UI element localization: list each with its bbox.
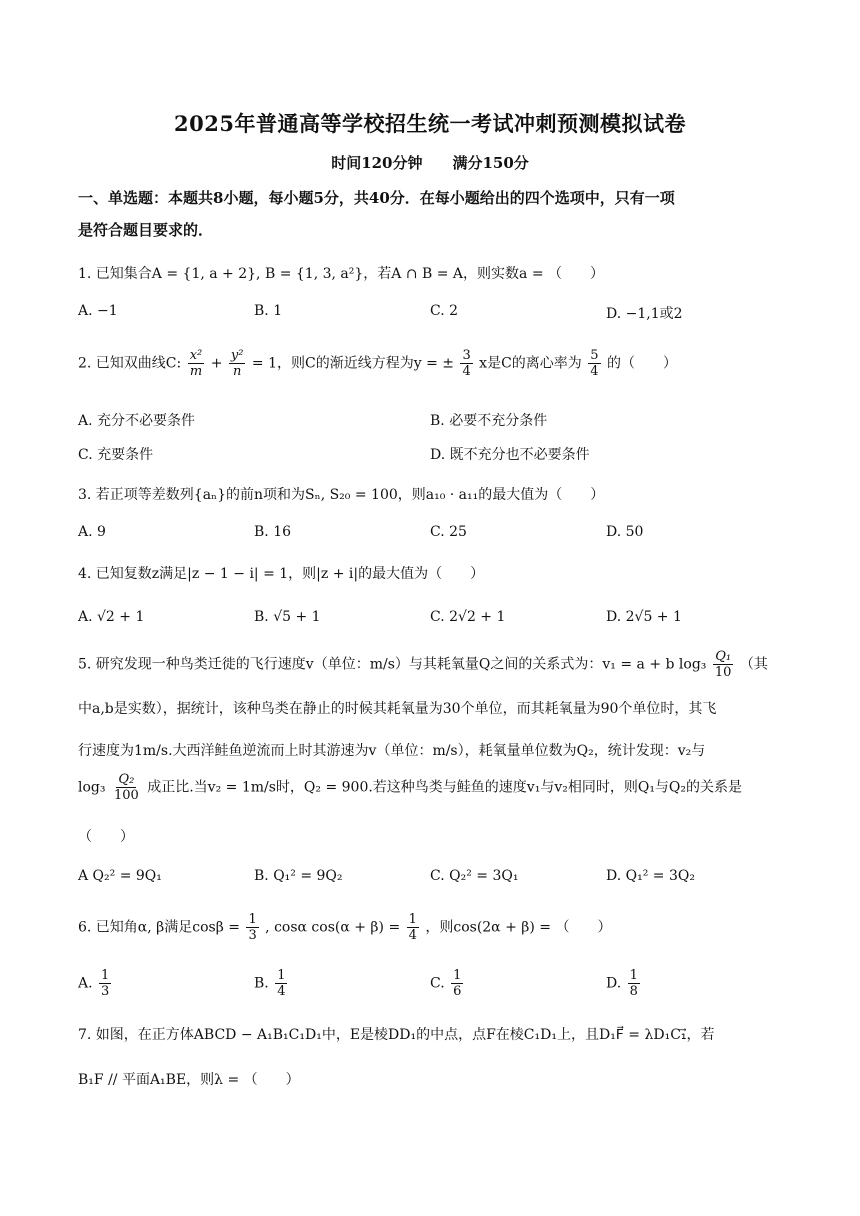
question-1-option-b: B. 1 [254, 303, 283, 319]
question-4-option-a: A. √2 + 1 [78, 609, 145, 625]
question-2-frac-1: $\frac{\text{x²}}{m}$ [189, 348, 203, 379]
question-1-option-a: A. −1 [78, 303, 118, 319]
question-5-frac-1: $\frac{\text{Q₁}}{10}$ [714, 649, 732, 680]
question-3-option-a: A. 9 [78, 524, 106, 540]
question-5-line4 [78, 772, 790, 803]
question-2-stem [78, 348, 790, 379]
section-heading-line1: 一、单选题：本题共8小题，每小题5分，共40分．在每小题给出的四个选项中，只有一项 [78, 189, 675, 207]
question-2-text-a: 2. 已知双曲线C: [78, 355, 182, 372]
exam-subtitle: 时间120分钟 满分150分 [331, 154, 529, 172]
question-3-option-c: C. 25 [430, 524, 467, 540]
question-6-frac-2: $\frac{1}{4}$ [408, 912, 417, 943]
question-5-option-b: B. Q₁² = 9Q₂ [254, 868, 343, 884]
question-6-option-b: B. $\frac{1}{4}$ [254, 968, 286, 999]
question-1-option-c: C. 2 [430, 303, 459, 319]
question-6-option-b-frac: $\frac{1}{4}$ [277, 968, 286, 999]
question-6-option-a: A. $\frac{1}{3}$ [78, 968, 110, 999]
question-2-frac-3: $\frac{3}{4}$ [462, 348, 471, 379]
question-1-stem: 1. 已知集合A = {1, a + 2}, B = {1, 3, a²}，若A ∩ B = A，则实数a = （ ） [78, 266, 605, 282]
question-2-options-row1 [78, 410, 790, 436]
question-5-line2: 中a,b是实数），据统计，该种鸟类在静止的时候其耗氧量为30个单位，而其耗氧量为90个单位时，其飞 [78, 701, 717, 717]
question-3-stem: 3. 若正项等差数列{aₙ}的前n项和为Sₙ, S₂₀ = 100，则a₁₀ · a₁₁的最大值为（ ） [78, 487, 605, 503]
question-7-line1: 7. 如图，在正方体ABCD − A₁B₁C₁D₁中，E是棱DD₁的中点，点F在棱C₁D₁上，且D₁F⃗ = λD₁C₁⃗，若 [78, 1027, 715, 1043]
question-6-option-d: D. $\frac{1}{8}$ [606, 968, 638, 999]
question-5-line5: （ ） [78, 829, 134, 845]
question-4-option-c: C. 2√2 + 1 [430, 609, 506, 625]
question-5-text-b: （其 [739, 656, 768, 673]
question-4-options [78, 609, 790, 635]
question-2-option-a: A. 充分不必要条件 [78, 413, 196, 429]
question-2-frac-4: $\frac{5}{4}$ [590, 348, 599, 379]
question-3-options [78, 524, 790, 550]
exam-title: 2025年普通高等学校招生统一考试冲刺预测模拟试卷 [174, 111, 686, 136]
question-5-text-c: log₃ [78, 779, 106, 796]
question-6-text-b: , cosα cos(α + β) = [265, 919, 401, 936]
question-2-option-d: D. 既不充分也不必要条件 [430, 447, 590, 463]
question-6-frac-1: $\frac{1}{3}$ [248, 912, 257, 943]
question-4-stem: 4. 已知复数z满足|z − 1 − i| = 1，则|z + i|的最大值为（ ） [78, 566, 485, 582]
question-2-text-d: 的（ ） [606, 355, 677, 372]
question-2-options-row2 [78, 444, 790, 470]
question-2-option-c: C. 充要条件 [78, 447, 154, 463]
question-6-option-c-frac: $\frac{1}{6}$ [453, 968, 462, 999]
question-2-option-b: B. 必要不充分条件 [430, 413, 548, 429]
question-1-options [78, 303, 790, 329]
question-4-option-b: B. √5 + 1 [254, 609, 321, 625]
question-2-plus: + [210, 355, 223, 372]
question-3-option-d: D. 50 [606, 524, 644, 540]
question-7-line2: B₁F // 平面A₁BE，则λ = （ ） [78, 1072, 300, 1088]
question-6-option-a-frac: $\frac{1}{3}$ [101, 968, 110, 999]
question-6-text-a: 6. 已知角α, β满足cosβ = [78, 919, 240, 936]
question-2-frac-2: $\frac{\text{y²}}{n}$ [230, 348, 244, 379]
question-5-option-c: C. Q₂² = 3Q₁ [430, 868, 519, 884]
question-6-text-c: ，则cos(2α + β) = （ ） [425, 919, 612, 936]
question-5-line3: 行速度为1m/s.大西洋鲑鱼逆流而上时其游速为v（单位：m/s），耗氧量单位数为Q₂，统计发现：v₂与 [78, 743, 706, 759]
question-5-text-a: 5. 研究发现一种鸟类迁徙的飞行速度v（单位：m/s）与其耗氧量Q之间的关系式为：v₁ = a + b log₃ [78, 656, 707, 673]
question-2-text-c: x是C的离心率为 [479, 355, 582, 372]
question-6-stem [78, 912, 790, 943]
section-heading-line2: 是符合题目要求的． [78, 221, 214, 239]
question-6-option-d-frac: $\frac{1}{8}$ [629, 968, 638, 999]
question-5-option-a: A Q₂² = 9Q₁ [78, 868, 162, 884]
question-4-option-d: D. 2√5 + 1 [606, 609, 682, 625]
question-5-line1 [78, 649, 790, 680]
question-5-text-d: 成正比.当v₂ = 1m/s时，Q₂ = 900.若这种鸟类与鲑鱼的速度v₁与v₂相同时，则Q₁与Q₂的关系是 [147, 779, 743, 796]
question-5-frac-2: $\frac{\text{Q₂}}{100}$ [113, 772, 139, 803]
question-2-text-b: = 1，则C的渐近线方程为y = ± [251, 355, 454, 372]
question-5-options [78, 868, 790, 894]
question-1-option-d: D. −1,1或2 [606, 306, 683, 322]
question-6-options [78, 968, 790, 1012]
question-5-option-d: D. Q₁² = 3Q₂ [606, 868, 695, 884]
question-3-option-b: B. 16 [254, 524, 292, 540]
question-6-option-c: C. $\frac{1}{6}$ [430, 968, 462, 999]
